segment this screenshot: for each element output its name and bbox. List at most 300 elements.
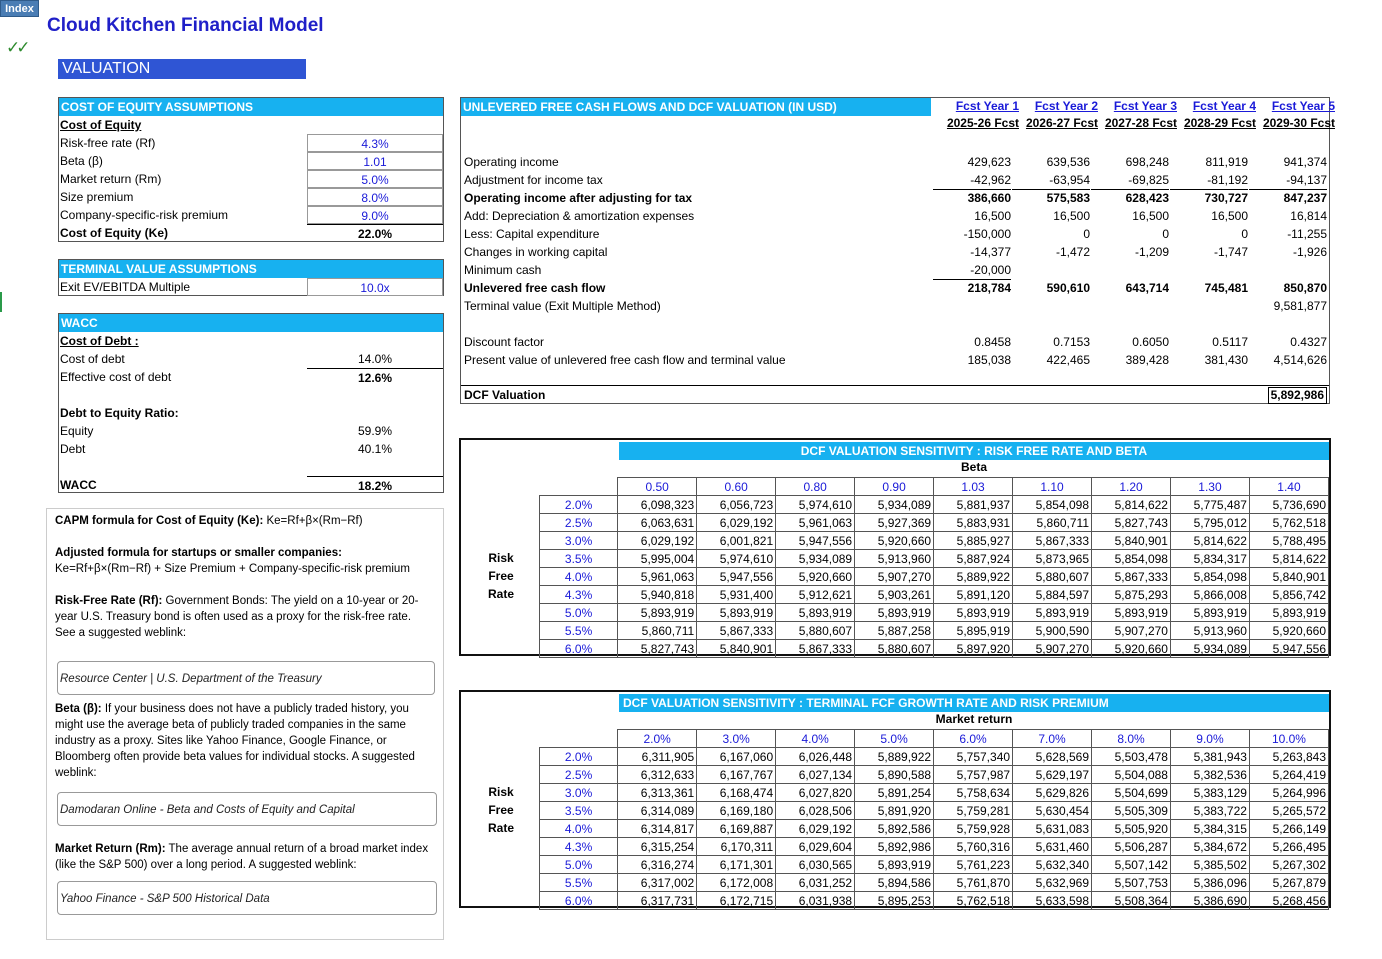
sens-cell: 6,028,506 (776, 802, 855, 820)
sens-col-header: 8.0% (1092, 730, 1171, 748)
sens-grid (539, 729, 1329, 910)
sens2-header: DCF VALUATION SENSITIVITY : TERMINAL FCF GROWTH RATE AND RISK PREMIUM (619, 694, 1329, 712)
pv-cell: 185,038 (967, 353, 1011, 367)
eff-cost-value: 12.6% (307, 368, 443, 386)
sens-cell: 5,883,931 (934, 514, 1013, 532)
dcf-cell: -63,954 (1012, 171, 1090, 190)
sens-cell: 5,893,919 (855, 856, 934, 874)
sens-cell: 5,913,960 (1170, 622, 1249, 640)
sens-cell: 5,504,088 (1092, 766, 1171, 784)
sens-row-header: 5.5% (540, 622, 618, 640)
sens-cell: 5,264,419 (1249, 766, 1328, 784)
sens-cell: 5,759,281 (934, 802, 1013, 820)
dcf-cell: -94,137 (1249, 171, 1327, 190)
sens-cell: 5,880,607 (855, 640, 934, 658)
sens2-col-title: Market return (935, 712, 1013, 726)
dcf-cell: -42,962 (933, 171, 1011, 190)
sens-cell: 5,893,919 (697, 604, 776, 622)
sens-cell: 5,860,711 (618, 622, 697, 640)
sens-cell: 5,757,340 (934, 748, 1013, 766)
dcf-cell: 9,581,877 (1273, 299, 1327, 313)
coe-header: COST OF EQUITY ASSUMPTIONS (59, 98, 443, 116)
sens-row-title: Free (488, 803, 514, 817)
dcf-valuation-row (461, 385, 1329, 404)
sens-cell: 6,168,474 (697, 784, 776, 802)
sens-cell: 5,895,919 (934, 622, 1013, 640)
dcf-year-header: Fcst Year 2 (1034, 99, 1098, 113)
adj-text: Ke=Rf+β×(Rm−Rf) + Size Premium + Company-specific-risk premium (55, 563, 410, 575)
sens-cell: 5,900,590 (1013, 622, 1092, 640)
sens-cell: 5,897,920 (934, 640, 1013, 658)
sens-cell: 5,814,622 (1092, 496, 1171, 514)
sens-cell: 5,880,607 (776, 622, 855, 640)
discount-cell: 0.4327 (1290, 335, 1327, 349)
capm-note (55, 513, 433, 529)
sens-cell: 5,631,083 (1013, 820, 1092, 838)
debt-label: Debt (60, 442, 86, 456)
pv-cell: 422,465 (1046, 353, 1090, 367)
equity-label: Equity (60, 424, 94, 438)
sens-cell: 6,167,060 (697, 748, 776, 766)
sens-cell: 5,892,986 (855, 838, 934, 856)
sens-row-header: 3.0% (540, 532, 618, 550)
sens-cell: 6,027,134 (776, 766, 855, 784)
discount-cell: 0.6050 (1132, 335, 1169, 349)
coe-row-label: Beta (β) (60, 154, 103, 168)
dcf-cell: 16,500 (1132, 209, 1169, 223)
sens-cell: 5,266,495 (1249, 838, 1328, 856)
sens-col-header: 1.40 (1249, 478, 1328, 496)
sens-cell: 5,974,610 (776, 496, 855, 514)
sens-cell: 5,891,254 (855, 784, 934, 802)
sens-row-header: 6.0% (540, 640, 618, 658)
dcf-row-label: Unlevered free cash flow (464, 281, 606, 295)
sens-row-header: 4.3% (540, 838, 618, 856)
rm-text: The average annual return of a broad market index (like the S&P 500) over a long period. A suggested weblink: (55, 843, 429, 871)
sens-cell: 5,814,622 (1249, 550, 1328, 568)
dcf-year-header: Fcst Year 1 (955, 99, 1019, 113)
sens-cell: 5,893,919 (618, 604, 697, 622)
sens-cell: 5,903,261 (855, 586, 934, 604)
sens-cell: 5,907,270 (1013, 640, 1092, 658)
sens-cell: 5,881,937 (934, 496, 1013, 514)
coe-row-input[interactable]: 8.0% (307, 188, 443, 206)
sens-cell: 5,633,598 (1013, 892, 1092, 910)
sens-cell: 5,912,621 (776, 586, 855, 604)
sens-cell: 5,887,924 (934, 550, 1013, 568)
sens-row-header: 3.0% (540, 784, 618, 802)
dcf-cell: 847,237 (1283, 191, 1327, 205)
sens-cell: 6,317,731 (618, 892, 697, 910)
sens-cell: 5,628,569 (1013, 748, 1092, 766)
terminal-value-panel (58, 259, 444, 296)
sens-cell: 5,974,610 (697, 550, 776, 568)
section-title: VALUATION (58, 59, 306, 79)
sens-cell: 5,875,293 (1092, 586, 1171, 604)
sens-cell: 6,029,604 (776, 838, 855, 856)
sens-cell: 5,629,197 (1013, 766, 1092, 784)
sens-row-header: 6.0% (540, 892, 618, 910)
sens-cell: 5,384,672 (1170, 838, 1249, 856)
sens-col-header: 2.0% (618, 730, 697, 748)
sens-cell: 5,632,969 (1013, 874, 1092, 892)
dcf-cell: -20,000 (933, 261, 1011, 280)
sens-cell: 5,893,919 (934, 604, 1013, 622)
sens-cell: 5,266,149 (1249, 820, 1328, 838)
sens-cell: 5,632,340 (1013, 856, 1092, 874)
dcf-valuation-value: 5,892,986 (1268, 387, 1327, 404)
dcf-row-label: Adjustment for income tax (464, 173, 603, 187)
yahoo-link[interactable]: Yahoo Finance - S&P 500 Historical Data (57, 881, 437, 915)
sens-cell: 5,934,089 (1170, 640, 1249, 658)
sens-cell: 5,893,919 (1170, 604, 1249, 622)
sens-col-header: 1.03 (934, 478, 1013, 496)
sens-col-header: 1.30 (1170, 478, 1249, 496)
coe-row-label: Market return (Rm) (60, 172, 162, 186)
sens-cell: 5,854,098 (1170, 568, 1249, 586)
dcf-row (461, 207, 1329, 225)
eff-cost-label: Effective cost of debt (60, 370, 172, 384)
sens-cell: 6,314,089 (618, 802, 697, 820)
sens-cell: 6,316,274 (618, 856, 697, 874)
dcf-period-header: 2029-30 Fcst (1262, 116, 1335, 130)
sens-cell: 5,382,536 (1170, 766, 1249, 784)
coe-row-label: Company-specific-risk premium (60, 208, 229, 222)
rf-note (55, 593, 433, 641)
dcf-cell: 575,583 (1046, 191, 1090, 205)
sens-cell: 6,001,821 (697, 532, 776, 550)
sens-cell: 5,631,460 (1013, 838, 1092, 856)
dcf-row-label: Changes in working capital (464, 245, 608, 259)
sens-cell: 5,887,258 (855, 622, 934, 640)
sens-cell: 5,827,743 (618, 640, 697, 658)
sens-cell: 5,505,920 (1092, 820, 1171, 838)
sens-cell: 5,947,556 (1249, 640, 1328, 658)
sens-row-header: 4.0% (540, 568, 618, 586)
sens-col-header: 1.20 (1092, 478, 1171, 496)
index-button[interactable]: Index (0, 0, 39, 17)
sensitivity-market-panel (459, 690, 1331, 908)
dcf-cell: 16,814 (1290, 209, 1327, 223)
dcf-cell: -81,192 (1170, 171, 1248, 190)
sens-cell: 5,775,487 (1170, 496, 1249, 514)
sens-cell: 5,860,711 (1013, 514, 1092, 532)
sens-cell: 5,961,063 (618, 568, 697, 586)
dcf-row-label: Operating income (464, 155, 559, 169)
dcf-cell: 0 (1162, 227, 1169, 241)
dcf-year-header: Fcst Year 5 (1271, 99, 1335, 113)
sens-row-header: 2.0% (540, 496, 618, 514)
debt-value: 40.1% (357, 442, 393, 456)
sens-cell: 5,759,928 (934, 820, 1013, 838)
sens-cell: 5,736,690 (1249, 496, 1328, 514)
sens-cell: 6,167,767 (697, 766, 776, 784)
sens-col-header: 0.80 (776, 478, 855, 496)
dcf-cell: 811,919 (1205, 155, 1248, 169)
sens-col-header: 0.90 (855, 478, 934, 496)
sens-cell: 5,890,588 (855, 766, 934, 784)
tv-label: Exit EV/EBITDA Multiple (60, 280, 191, 294)
coe-subhead: Cost of Equity (60, 118, 142, 132)
dcf-period-header: 2026-27 Fcst (1025, 116, 1098, 130)
sens-cell: 5,913,960 (855, 550, 934, 568)
sens-cell: 5,889,922 (934, 568, 1013, 586)
dcf-cell: 16,500 (1053, 209, 1090, 223)
dcf-cell: 16,500 (1211, 209, 1248, 223)
sens-cell: 6,029,192 (697, 514, 776, 532)
dcf-cell: 698,248 (1125, 155, 1169, 169)
discount-cell: 0.5117 (1212, 335, 1248, 349)
dcf-period-header: 2028-29 Fcst (1183, 116, 1256, 130)
sens-cell: 5,907,270 (855, 568, 934, 586)
sens-cell: 5,885,927 (934, 532, 1013, 550)
sens-cell: 5,383,722 (1170, 802, 1249, 820)
sens-cell: 5,893,919 (1013, 604, 1092, 622)
cost-debt-label: Cost of debt (60, 352, 125, 366)
discount-cell: 0.7153 (1053, 335, 1090, 349)
sens-cell: 6,030,565 (776, 856, 855, 874)
sens-cell: 5,894,586 (855, 874, 934, 892)
sens-cell: 6,026,448 (776, 748, 855, 766)
sens-cell: 5,920,660 (855, 532, 934, 550)
coe-row-label: Risk-free rate (Rf) (60, 136, 156, 150)
coe-row-input[interactable]: 9.0% (307, 206, 443, 224)
sens-cell: 5,264,996 (1249, 784, 1328, 802)
treasury-link[interactable]: Resource Center | U.S. Department of the Treasury (57, 661, 435, 695)
sens-col-header: 10.0% (1249, 730, 1328, 748)
sens-col-header: 0.60 (697, 478, 776, 496)
cost-debt-value: 14.0% (357, 352, 393, 366)
sens-cell: 6,029,192 (618, 532, 697, 550)
dcf-row (461, 189, 1329, 207)
dcf-cell: -14,377 (970, 245, 1011, 259)
dcf-cell: 730,727 (1204, 191, 1248, 205)
pv-label: Present value of unlevered free cash flow and terminal value (464, 353, 786, 367)
sens-cell: 5,889,922 (855, 748, 934, 766)
coe-row-input[interactable]: 4.3% (307, 134, 443, 152)
sens-cell: 5,508,364 (1092, 892, 1171, 910)
sens-cell: 6,172,715 (697, 892, 776, 910)
sens-cell: 5,920,660 (1249, 622, 1328, 640)
sens-cell: 5,892,586 (855, 820, 934, 838)
sens1-header: DCF VALUATION SENSITIVITY : RISK FREE RATE AND BETA (619, 442, 1329, 460)
pv-cell: 389,428 (1125, 353, 1169, 367)
sens-row-header: 5.0% (540, 604, 618, 622)
dcf-cell: 850,870 (1283, 281, 1327, 295)
sens-cell: 6,169,887 (697, 820, 776, 838)
coe-row-label: Size premium (60, 190, 134, 204)
sens-cell: 6,171,301 (697, 856, 776, 874)
sens-cell: 6,317,002 (618, 874, 697, 892)
sens-cell: 5,834,317 (1170, 550, 1249, 568)
sens-cell: 5,795,012 (1170, 514, 1249, 532)
dcf-row-label: Add: Depreciation & amortization expenses (464, 209, 695, 223)
dcf-row-label: Minimum cash (464, 263, 542, 277)
dcf-row-label: Terminal value (Exit Multiple Method) (464, 299, 661, 313)
wacc-value: 18.2% (307, 476, 443, 494)
sens-row-title: Risk (488, 551, 514, 565)
sens-cell: 5,263,843 (1249, 748, 1328, 766)
sens-col-header: 7.0% (1013, 730, 1092, 748)
sens-row-title: Rate (487, 821, 514, 835)
dcf-row (461, 225, 1329, 243)
sens-cell: 5,386,690 (1170, 892, 1249, 910)
sens-cell: 5,895,253 (855, 892, 934, 910)
sens-corner (540, 730, 618, 748)
sens-cell: 5,385,502 (1170, 856, 1249, 874)
sens-cell: 6,098,323 (618, 496, 697, 514)
coe-row-input[interactable]: 1.01 (307, 152, 443, 170)
sens-row-header: 4.3% (540, 586, 618, 604)
sens-cell: 5,507,142 (1092, 856, 1171, 874)
discount-row (461, 333, 1329, 351)
dcf-cell: 745,481 (1204, 281, 1248, 295)
sens-cell: 5,629,826 (1013, 784, 1092, 802)
dcf-cell: 590,610 (1046, 281, 1090, 295)
sens-cell: 5,504,699 (1092, 784, 1171, 802)
rf-bold: Risk-Free Rate (Rf): (55, 595, 163, 607)
dcf-cell: -1,747 (1213, 245, 1248, 259)
sens-cell: 5,893,919 (776, 604, 855, 622)
sens-cell: 5,762,518 (934, 892, 1013, 910)
sens-cell: 5,758,634 (934, 784, 1013, 802)
sens-cell: 6,169,180 (697, 802, 776, 820)
sens-col-header: 3.0% (697, 730, 776, 748)
sens-cell: 5,268,456 (1249, 892, 1328, 910)
sens-cell: 6,031,252 (776, 874, 855, 892)
dcf-panel (460, 97, 1335, 404)
sens-cell: 5,880,607 (1013, 568, 1092, 586)
capm-text: Ke=Rf+β×(Rm−Rf) (263, 515, 363, 527)
rm-bold: Market Return (Rm): (55, 843, 166, 855)
coe-row-input[interactable]: 5.0% (307, 170, 443, 188)
sens-cell: 5,840,901 (1249, 568, 1328, 586)
sens-row-header: 3.5% (540, 802, 618, 820)
sens-cell: 5,840,901 (697, 640, 776, 658)
sens-cell: 5,827,743 (1092, 514, 1171, 532)
sens-cell: 6,311,905 (618, 748, 697, 766)
dcf-cell: -1,926 (1292, 245, 1327, 259)
sens-cell: 5,934,089 (776, 550, 855, 568)
sens-cell: 5,893,919 (1249, 604, 1328, 622)
sens-row-header: 4.0% (540, 820, 618, 838)
sens-cell: 5,891,120 (934, 586, 1013, 604)
sens-cell: 5,856,742 (1249, 586, 1328, 604)
sensitivity-beta-panel (459, 438, 1331, 656)
cod-subhead: Cost of Debt : (60, 334, 139, 348)
sens-col-header: 5.0% (855, 730, 934, 748)
sens-grid (539, 477, 1329, 658)
sens-cell: 6,029,192 (776, 820, 855, 838)
dcf-row-label: Less: Capital expenditure (464, 227, 600, 241)
dcf-cell: 628,423 (1125, 191, 1169, 205)
dcf-cell: 941,374 (1283, 155, 1327, 169)
capm-bold: CAPM formula for Cost of Equity (Ke): (55, 515, 264, 527)
dcf-cell: 16,500 (974, 209, 1011, 223)
sens-cell: 5,867,333 (776, 640, 855, 658)
sens-cell: 5,867,333 (1013, 532, 1092, 550)
sens-cell: 5,854,098 (1092, 550, 1171, 568)
dcf-row (461, 243, 1329, 261)
sens-cell: 5,814,622 (1170, 532, 1249, 550)
page-title: Cloud Kitchen Financial Model (47, 15, 324, 36)
rf-text: Government Bonds: The yield on a 10-year or 20-year U.S. Treasury bond is often used as a proxy for the risk-free rate. See a suggested weblink: (55, 595, 419, 639)
dcf-cell: -11,255 (1287, 227, 1327, 241)
sens-cell: 5,788,495 (1249, 532, 1328, 550)
wacc-panel (58, 313, 444, 493)
dcf-period-header: 2027-28 Fcst (1104, 116, 1177, 130)
left-marker (0, 292, 2, 312)
sens-cell: 5,840,901 (1092, 532, 1171, 550)
equity-value: 59.9% (357, 424, 393, 438)
sens-cell: 5,761,870 (934, 874, 1013, 892)
rm-note (55, 841, 433, 873)
check-icon: ✓✓ (6, 38, 27, 57)
damodaran-link[interactable]: Damodaran Online - Beta and Costs of Equity and Capital (57, 792, 437, 826)
dcf-year-header: Fcst Year 4 (1192, 99, 1256, 113)
pv-cell: 4,514,626 (1273, 353, 1327, 367)
sens-col-header: 4.0% (776, 730, 855, 748)
sens-row-title: Rate (487, 587, 514, 601)
sens-cell: 5,505,309 (1092, 802, 1171, 820)
sens-cell: 5,934,089 (855, 496, 934, 514)
sens-cell: 5,867,333 (1092, 568, 1171, 586)
dcf-row (461, 261, 1329, 279)
sens-cell: 5,891,920 (855, 802, 934, 820)
sens-cell: 5,630,454 (1013, 802, 1092, 820)
beta-note (55, 701, 433, 781)
sens-cell: 6,027,820 (776, 784, 855, 802)
sens-cell: 5,383,129 (1170, 784, 1249, 802)
dcf-row (461, 297, 1329, 315)
sens-cell: 5,867,333 (697, 622, 776, 640)
sens-cell: 5,873,965 (1013, 550, 1092, 568)
cost-of-equity-panel (58, 97, 444, 242)
sens-cell: 5,884,597 (1013, 586, 1092, 604)
discount-label: Discount factor (464, 335, 545, 349)
adj-bold: Adjusted formula for startups or smaller companies: (55, 547, 342, 559)
adj-note (55, 545, 433, 577)
sens-cell: 5,995,004 (618, 550, 697, 568)
dcf-cell: 218,784 (967, 281, 1011, 295)
coe-total-label: Cost of Equity (Ke) (60, 226, 168, 240)
sens-corner (540, 478, 618, 496)
tv-header: TERMINAL VALUE ASSUMPTIONS (59, 260, 443, 278)
sens-cell: 5,893,919 (1092, 604, 1171, 622)
dcf-valuation-label: DCF Valuation (464, 388, 546, 402)
sens-col-header: 9.0% (1170, 730, 1249, 748)
pv-row (461, 351, 1329, 369)
sens-cell: 5,386,096 (1170, 874, 1249, 892)
exit-multiple-input[interactable]: 10.0x (307, 278, 443, 296)
wacc-label: WACC (60, 478, 97, 492)
dcf-period-header: 2025-26 Fcst (946, 116, 1019, 130)
dcf-cell: 429,623 (967, 155, 1011, 169)
sens-row-header: 3.5% (540, 550, 618, 568)
sens-cell: 6,312,633 (618, 766, 697, 784)
sens-col-header: 0.50 (618, 478, 697, 496)
sens-cell: 5,961,063 (776, 514, 855, 532)
dcf-cell: 643,714 (1125, 281, 1169, 295)
sens-cell: 5,761,223 (934, 856, 1013, 874)
dcf-cell: 386,660 (967, 191, 1011, 205)
sens-row-header: 2.0% (540, 748, 618, 766)
sens-cell: 6,031,938 (776, 892, 855, 910)
dcf-cell: -150,000 (963, 227, 1011, 241)
sens-cell: 5,265,572 (1249, 802, 1328, 820)
sens-cell: 5,947,556 (697, 568, 776, 586)
dcf-header: UNLEVERED FREE CASH FLOWS AND DCF VALUATION (IN USD) (461, 98, 931, 116)
